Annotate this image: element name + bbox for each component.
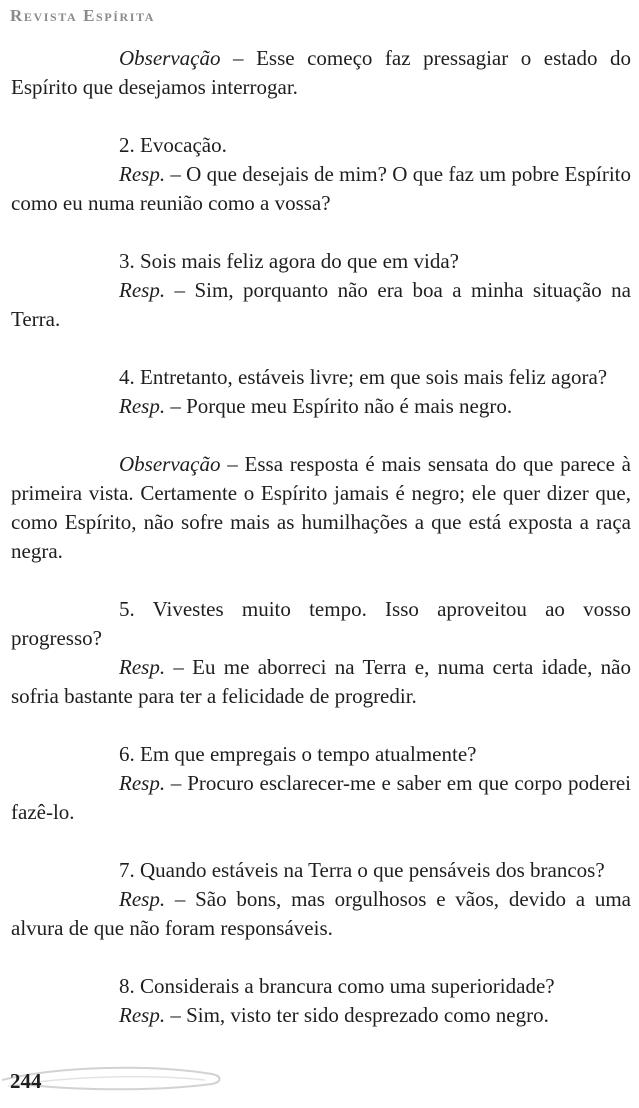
paragraph-text: – Essa resposta é mais sensata do que parece à primeira vista. Certamente o Espírito jamais é negro; ele quer dizer que, como Espírito, não sofre mais as humilhações a que está exposta a raça negra.: [11, 452, 631, 563]
answer-6: [11, 769, 631, 827]
question-4: 4. Entretanto, estáveis livre; em que sois mais feliz agora?: [119, 365, 608, 389]
paragraph-text: – Procuro esclarecer-me e saber em que corpo poderei fazê-lo.: [11, 771, 631, 824]
paragraph-text: – Sim, visto ter sido desprezado como negro.: [165, 1003, 549, 1027]
answer-5: [11, 653, 631, 711]
paragraph-lead: Resp.: [119, 1003, 166, 1027]
answer-3: [11, 276, 631, 334]
paragraph-observation-2: [11, 450, 631, 566]
question-8: 8. Considerais a brancura como uma superioridade?: [119, 974, 555, 998]
question-5: 5. Vivestes muito tempo. Isso aproveitou ao vosso progresso?: [11, 597, 631, 650]
question-2: 2. Evocação.: [119, 133, 227, 157]
paragraph-lead: Resp.: [119, 887, 166, 911]
paragraph-observation-1: [11, 44, 631, 102]
paragraph-lead: Resp.: [119, 655, 166, 679]
paragraph-text: – Sim, porquanto não era boa a minha situação na Terra.: [11, 278, 631, 331]
paragraph-lead: Observação: [119, 46, 221, 70]
page-body: [11, 44, 631, 1030]
paragraph-text: – O que desejais de mim? O que faz um pobre Espírito como eu numa reunião como a vossa?: [11, 162, 631, 215]
question-3: 3. Sois mais feliz agora do que em vida?: [119, 249, 459, 273]
paragraph-text: – Esse começo faz pressagiar o estado do Espírito que desejamos interrogar.: [11, 46, 631, 99]
page-number: 244: [10, 1069, 42, 1093]
answer-7: [11, 885, 631, 943]
paragraph-lead: Resp.: [119, 278, 166, 302]
paragraph-text: – Eu me aborreci na Terra e, numa certa idade, não sofria bastante para ter a felicidade de progredir.: [11, 655, 631, 708]
answer-8: [11, 1001, 631, 1030]
paragraph-text: – Porque meu Espírito não é mais negro.: [165, 394, 513, 418]
answer-4: [11, 392, 631, 421]
paragraph-text: – São bons, mas orgulhosos e vãos, devido a uma alvura de que não foram responsáveis.: [11, 887, 631, 940]
question-7: 7. Quando estáveis na Terra o que pensáveis dos brancos?: [119, 858, 605, 882]
question-6: 6. Em que empregais o tempo atualmente?: [119, 742, 477, 766]
paragraph-lead: Resp.: [119, 771, 166, 795]
paragraph-lead: Resp.: [119, 162, 166, 186]
paragraph-lead: Resp.: [119, 394, 166, 418]
running-header: Revista Espírita: [10, 6, 156, 25]
paragraph-lead: Observação: [119, 452, 221, 476]
answer-2: [11, 160, 631, 218]
